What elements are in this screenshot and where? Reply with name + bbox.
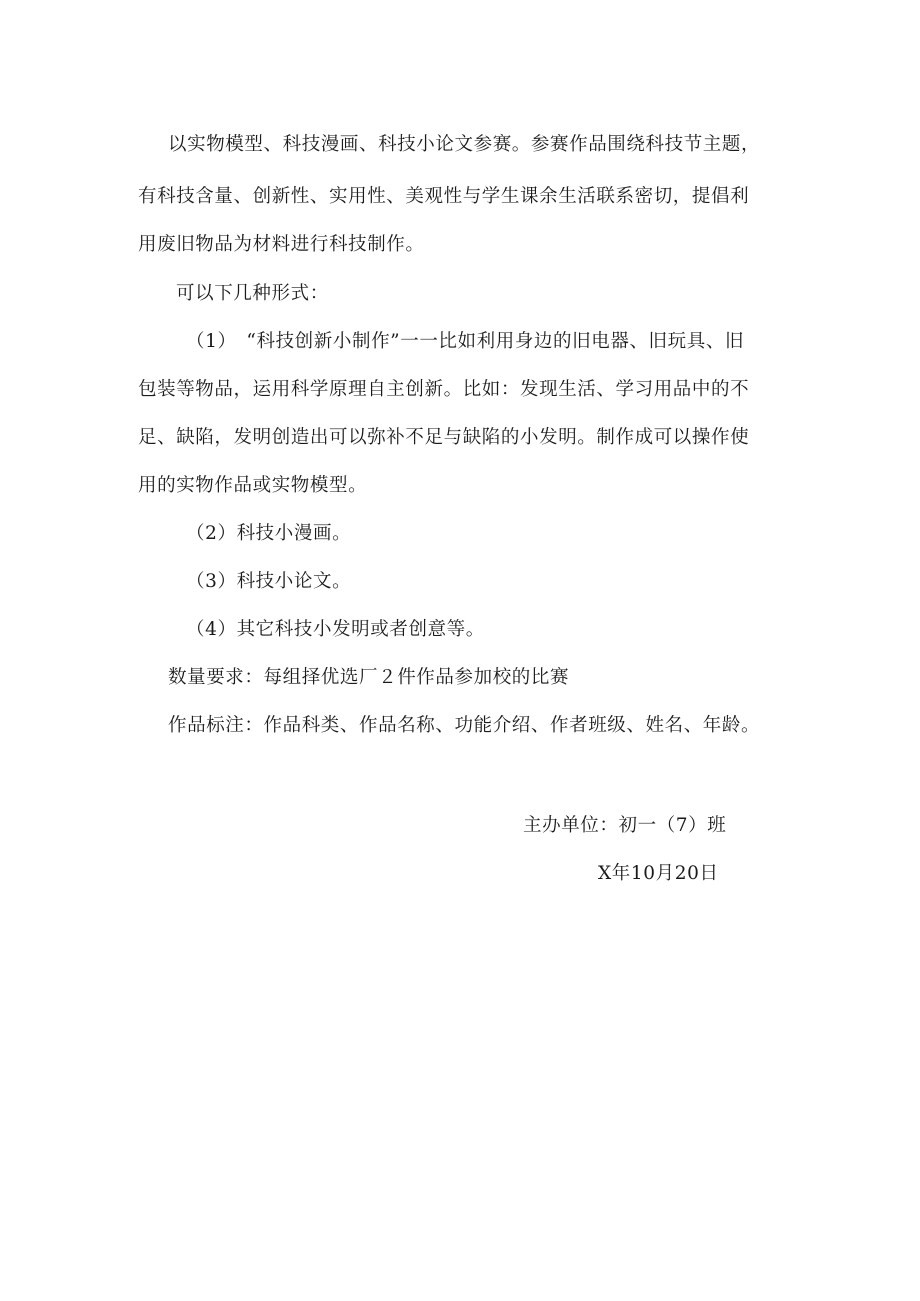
entry-label-requirement: 作品标注：作品科类、作品名称、功能介绍、作者班级、姓名、年龄。 (168, 715, 761, 736)
date: X年10月20日 (598, 863, 719, 884)
forms-heading: 可以下几种形式： (176, 283, 329, 304)
item-1-line-4: 用的实物作品或实物模型。 (138, 475, 368, 496)
quantity-requirement: 数量要求：每组择优选厂２件作品参加校的比赛 (168, 667, 570, 688)
item-3: （3）科技小论文。 (186, 571, 352, 592)
paragraph-line-1: 以实物模型、科技漫画、科技小论文参赛。参赛作品围绕科技节主题， (168, 134, 761, 155)
item-1-line-1: （1） “科技创新小制作”一一比如利用身边的旧电器、旧玩具、旧 (186, 331, 745, 352)
paragraph-line-2: 有科技含量、创新性、实用性、美观性与学生课余生活联系密切，提倡利 (138, 186, 750, 207)
paragraph-line-3: 用废旧物品为材料进行科技制作。 (138, 234, 425, 255)
organizer: 主办单位：初一（7）班 (523, 815, 727, 836)
item-2: （2）科技小漫画。 (186, 523, 352, 544)
item-4: （4）其它科技小发明或者创意等。 (186, 619, 485, 640)
item-1-line-2: 包装等物品，运用科学原理自主创新。比如：发现生活、学习用品中的不 (138, 379, 750, 400)
item-1-line-3: 足、缺陷，发明创造出可以弥补不足与缺陷的小发明。制作成可以操作使 (138, 427, 750, 448)
